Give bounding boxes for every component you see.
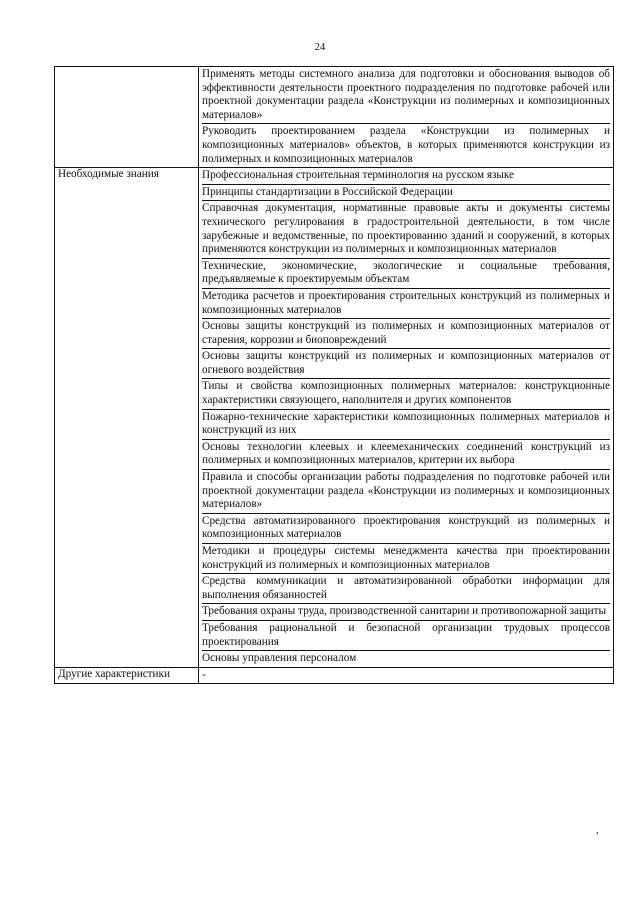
list-item: Принципы стандартизации в Российской Федерации [202,184,610,201]
list-item: Технические, экономические, экологические и социальные требования, предъявляемые к проектируемым объектам [202,258,610,288]
list-item: Типы и свойства композиционных полимерных материалов: конструкционные характеристики связующего, наполнителя и других компонентов [202,378,610,408]
list-item: Правила и способы организации работы подразделения по подготовке рабочей или проектной документации раздела «Конструкции из полимерных и композиционных материалов» [202,469,610,513]
row-label-cell [55,168,199,668]
specification-table [54,66,614,684]
list-item: Методика расчетов и проектирования строительных конструкций из полимерных и композиционных материалов [202,288,610,318]
list-item: - [202,668,206,681]
page-number: 24 [314,42,326,53]
table-row [55,168,614,668]
row-label: Необходимые знания [58,168,159,181]
table-row [55,667,614,684]
list-item: Основы защиты конструкций из полимерных и композиционных материалов от старения, коррозии и биоповреждений [202,318,610,348]
list-item: Средства коммуникации и автоматизированной обработки информации для выполнения обязанностей [202,573,610,603]
list-item: Средства автоматизированного проектирования конструкций из полимерных и композиционных материалов [202,513,610,543]
row-label: Другие характеристики [58,667,170,680]
list-item: Применять методы системного анализа для подготовки и обоснования выводов об эффективности деятельности проектного подразделения по подготовке рабочей или проектной документации раздела «Конструкции из полимерных и композиционных материалов» [202,68,610,121]
list-item: Руководить проектированием раздела «Конструкции из полимерных и композиционных материалов» объектов, в которых применяются конструкции из полимерных и композиционных материалов [202,123,610,167]
row-content-cell [199,168,614,668]
list-item: Основы технологии клеевых и клеемеханических соединений конструкций из полимерных и композиционных материалов, критерии их выбора [202,439,610,469]
table-row [55,67,614,168]
list-item: Основы управления персоналом [202,650,610,667]
corner-mark: , [596,825,599,836]
list-item: Справочная документация, нормативные правовые акты и документы системы технического регулирования в градостроительной деятельности, в том числе зарубежные и ведомственные, по проектированию зданий и сооружений, в которых применяются конструкции из полимерных и композиционных материалов [202,200,610,257]
row-label-cell [55,67,199,168]
row-content-cell [199,67,614,168]
row-content-cell [199,667,614,684]
list-item: Методики и процедуры системы менеджмента качества при проектировании конструкций из полимерных и композиционных материалов [202,543,610,573]
list-item: Пожарно-технические характеристики композиционных полимерных материалов и конструкций из них [202,409,610,439]
row-label-cell [55,667,199,684]
list-item: Основы защиты конструкций из полимерных и композиционных материалов от огневого воздействия [202,348,610,378]
list-item: Требования рациональной и безопасной организации трудовых процессов проектирования [202,620,610,650]
list-item: Требования охраны труда, производственной санитарии и противопожарной защиты [202,603,610,620]
list-item: Профессиональная строительная терминология на русском языке [202,169,515,182]
